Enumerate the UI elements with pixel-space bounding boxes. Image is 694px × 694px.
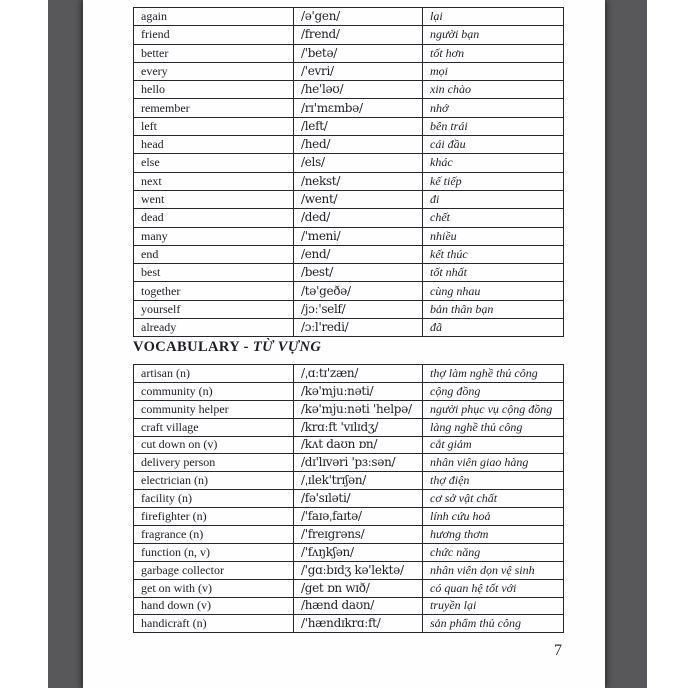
vocab-row bbox=[134, 172, 564, 190]
vocab-row bbox=[134, 99, 564, 117]
ipa-cell: /left/ bbox=[294, 117, 423, 135]
vocab-row bbox=[134, 472, 564, 490]
vocab-row bbox=[134, 561, 564, 579]
vocab-row bbox=[134, 62, 564, 80]
vocab-row bbox=[134, 526, 564, 544]
meaning-cell: khác bbox=[423, 154, 564, 172]
ipa-cell: /ə'gen/ bbox=[294, 8, 423, 26]
heading-vietnamese-text: TỪ VỰNG bbox=[252, 339, 322, 355]
vocab-row bbox=[134, 117, 564, 135]
vocab-row bbox=[134, 227, 564, 245]
ipa-cell: /get ɒn wɪð/ bbox=[294, 579, 423, 597]
vocab-row bbox=[134, 81, 564, 99]
meaning-cell: chức năng bbox=[423, 543, 564, 561]
vocab-row bbox=[134, 26, 564, 44]
meaning-cell: nhân viên giao hàng bbox=[423, 454, 564, 472]
word-cell: cut down on (v) bbox=[134, 436, 294, 454]
vocab-row bbox=[134, 8, 564, 26]
meaning-cell: bên trái bbox=[423, 117, 564, 135]
ipa-cell: /'betə/ bbox=[294, 44, 423, 62]
meaning-cell: nhớ bbox=[423, 99, 564, 117]
vocab-row bbox=[134, 365, 564, 383]
meaning-cell: cắt giảm bbox=[423, 436, 564, 454]
ipa-cell: /ded/ bbox=[294, 209, 423, 227]
meaning-cell: thợ làm nghề thủ công bbox=[423, 365, 564, 383]
ipa-cell: /frend/ bbox=[294, 26, 423, 44]
ipa-cell: /jɔː'self/ bbox=[294, 300, 423, 318]
word-cell: end bbox=[134, 245, 294, 263]
vocab-row bbox=[134, 136, 564, 154]
word-cell: handicraft (n) bbox=[134, 615, 294, 633]
meaning-cell: người phục vụ cộng đồng bbox=[423, 400, 564, 418]
word-cell: electrician (n) bbox=[134, 472, 294, 490]
ipa-cell: /he'ləʊ/ bbox=[294, 81, 423, 99]
vocab-row bbox=[134, 597, 564, 615]
heading-main-text: VOCABULARY - bbox=[133, 339, 253, 355]
vocab-row bbox=[134, 579, 564, 597]
meaning-cell: tốt nhất bbox=[423, 264, 564, 282]
ipa-cell: /ˌɑːtɪ'zæn/ bbox=[294, 365, 423, 383]
vocab-row bbox=[134, 436, 564, 454]
word-cell: head bbox=[134, 136, 294, 154]
meaning-cell: người bạn bbox=[423, 26, 564, 44]
word-cell: yourself bbox=[134, 300, 294, 318]
ipa-cell: /kʌt daʊn ɒn/ bbox=[294, 436, 423, 454]
ipa-cell: /tə'geðə/ bbox=[294, 282, 423, 300]
ipa-cell: /'freɪgrəns/ bbox=[294, 526, 423, 544]
meaning-cell: mọi bbox=[423, 62, 564, 80]
word-cell: artisan (n) bbox=[134, 365, 294, 383]
ipa-cell: /'meni/ bbox=[294, 227, 423, 245]
vocab-row bbox=[134, 44, 564, 62]
word-cell: fragrance (n) bbox=[134, 526, 294, 544]
ipa-cell: /hed/ bbox=[294, 136, 423, 154]
meaning-cell: thợ điện bbox=[423, 472, 564, 490]
word-cell: together bbox=[134, 282, 294, 300]
word-cell: remember bbox=[134, 99, 294, 117]
ipa-cell: /'gɑːbɪdʒ kə'lektə/ bbox=[294, 561, 423, 579]
vocab-row bbox=[134, 319, 564, 337]
photo-background bbox=[48, 0, 647, 688]
word-cell: better bbox=[134, 44, 294, 62]
ipa-cell: /end/ bbox=[294, 245, 423, 263]
ipa-cell: /dɪ'lɪvəri 'pɜːsən/ bbox=[294, 454, 423, 472]
vocab-row bbox=[134, 154, 564, 172]
meaning-cell: cơ sở vật chất bbox=[423, 490, 564, 508]
vocab-row bbox=[134, 190, 564, 208]
word-cell: get on with (v) bbox=[134, 579, 294, 597]
vocab-row bbox=[134, 615, 564, 633]
ipa-cell: /kə'mjuːnəti 'helpə/ bbox=[294, 400, 423, 418]
word-cell: already bbox=[134, 319, 294, 337]
meaning-cell: cái đầu bbox=[423, 136, 564, 154]
ipa-cell: /krɑːft 'vɪlɪdʒ/ bbox=[294, 418, 423, 436]
book-page bbox=[83, 0, 605, 688]
word-cell: left bbox=[134, 117, 294, 135]
meaning-cell: cùng nhau bbox=[423, 282, 564, 300]
word-cell: every bbox=[134, 62, 294, 80]
meaning-cell: làng nghề thủ công bbox=[423, 418, 564, 436]
word-cell: again bbox=[134, 8, 294, 26]
word-cell: best bbox=[134, 264, 294, 282]
word-cell: garbage collector bbox=[134, 561, 294, 579]
meaning-cell: xin chào bbox=[423, 81, 564, 99]
word-cell: community helper bbox=[134, 400, 294, 418]
basic-words-tbody bbox=[134, 8, 564, 337]
ipa-cell: /kə'mjuːnəti/ bbox=[294, 382, 423, 400]
meaning-cell: hương thơm bbox=[423, 526, 564, 544]
ipa-cell: /best/ bbox=[294, 264, 423, 282]
word-cell: craft village bbox=[134, 418, 294, 436]
ipa-cell: /els/ bbox=[294, 154, 423, 172]
word-cell: else bbox=[134, 154, 294, 172]
vocab-row bbox=[134, 382, 564, 400]
vocab-row bbox=[134, 245, 564, 263]
word-cell: function (n, v) bbox=[134, 543, 294, 561]
meaning-cell: có quan hệ tốt với bbox=[423, 579, 564, 597]
section-heading bbox=[133, 339, 321, 356]
vocab-row bbox=[134, 400, 564, 418]
ipa-cell: /fə'sɪləti/ bbox=[294, 490, 423, 508]
meaning-cell: kế tiếp bbox=[423, 172, 564, 190]
meaning-cell: sản phẩm thủ công bbox=[423, 615, 564, 633]
word-cell: friend bbox=[134, 26, 294, 44]
vocab-row bbox=[134, 508, 564, 526]
ipa-cell: /'fʌŋkʃən/ bbox=[294, 543, 423, 561]
ipa-cell: /ɔːl'redi/ bbox=[294, 319, 423, 337]
meaning-cell: nhiều bbox=[423, 227, 564, 245]
meaning-cell: lính cứu hoả bbox=[423, 508, 564, 526]
meaning-cell: bản thân bạn bbox=[423, 300, 564, 318]
ipa-cell: /hænd daʊn/ bbox=[294, 597, 423, 615]
basic-words-table bbox=[133, 7, 564, 337]
word-cell: next bbox=[134, 172, 294, 190]
vocab-row bbox=[134, 543, 564, 561]
vocabulary-tbody bbox=[134, 365, 564, 633]
meaning-cell: đã bbox=[423, 319, 564, 337]
vocab-row bbox=[134, 264, 564, 282]
ipa-cell: /went/ bbox=[294, 190, 423, 208]
meaning-cell: lại bbox=[423, 8, 564, 26]
word-cell: many bbox=[134, 227, 294, 245]
ipa-cell: /'hændɪkrɑːft/ bbox=[294, 615, 423, 633]
ipa-cell: /rɪ'mɛmbə/ bbox=[294, 99, 423, 117]
ipa-cell: /nekst/ bbox=[294, 172, 423, 190]
meaning-cell: cộng đồng bbox=[423, 382, 564, 400]
ipa-cell: /ˌɪlek'trɪʃən/ bbox=[294, 472, 423, 490]
meaning-cell: tốt hơn bbox=[423, 44, 564, 62]
word-cell: delivery person bbox=[134, 454, 294, 472]
ipa-cell: /'faɪəˌfaɪtə/ bbox=[294, 508, 423, 526]
word-cell: facility (n) bbox=[134, 490, 294, 508]
vocab-row bbox=[134, 418, 564, 436]
vocab-row bbox=[134, 209, 564, 227]
meaning-cell: đi bbox=[423, 190, 564, 208]
ipa-cell: /'evri/ bbox=[294, 62, 423, 80]
word-cell: dead bbox=[134, 209, 294, 227]
word-cell: hello bbox=[134, 81, 294, 99]
vocabulary-table bbox=[133, 364, 564, 633]
vocab-row bbox=[134, 454, 564, 472]
word-cell: community (n) bbox=[134, 382, 294, 400]
meaning-cell: chết bbox=[423, 209, 564, 227]
meaning-cell: nhân viên dọn vệ sinh bbox=[423, 561, 564, 579]
page-number: 7 bbox=[554, 642, 562, 659]
word-cell: hand down (v) bbox=[134, 597, 294, 615]
vocab-row bbox=[134, 300, 564, 318]
vocab-row bbox=[134, 490, 564, 508]
word-cell: went bbox=[134, 190, 294, 208]
vocab-row bbox=[134, 282, 564, 300]
meaning-cell: kết thúc bbox=[423, 245, 564, 263]
meaning-cell: truyền lại bbox=[423, 597, 564, 615]
word-cell: firefighter (n) bbox=[134, 508, 294, 526]
